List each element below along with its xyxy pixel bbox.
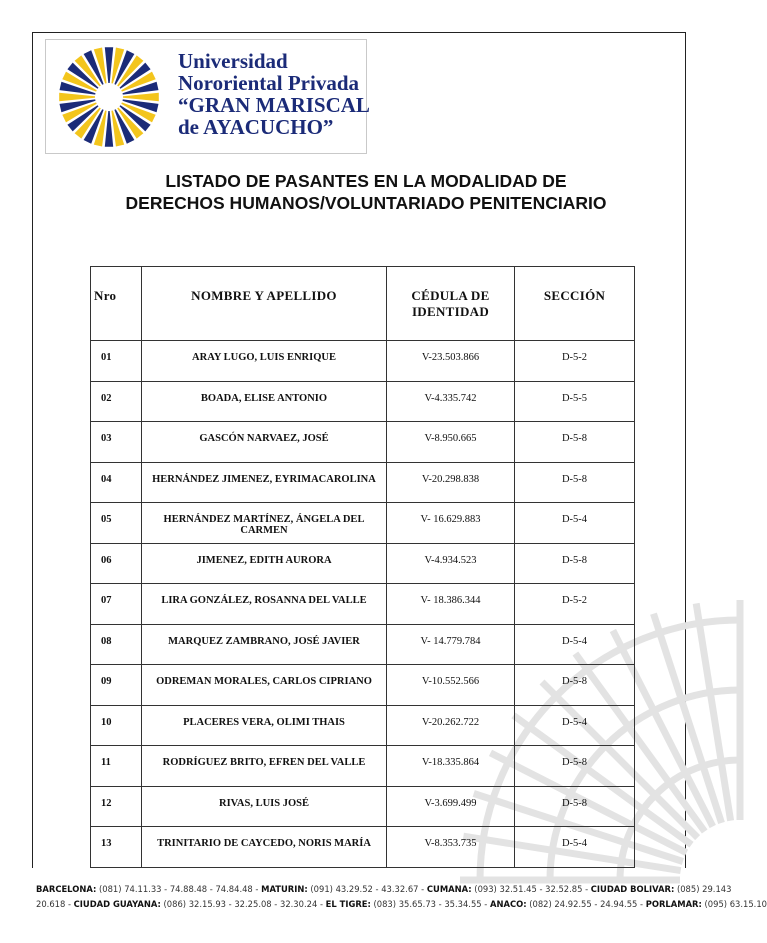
cell-id: V-3.699.499	[387, 786, 515, 827]
cell-nro: 09	[91, 665, 142, 706]
cell-nro: 05	[91, 503, 142, 544]
footer-city: BARCELONA:	[36, 884, 97, 894]
table-header-row	[91, 267, 635, 341]
cell-name: ARAY LUGO, LUIS ENRIQUE	[142, 341, 387, 382]
cell-name: MARQUEZ ZAMBRANO, JOSÉ JAVIER	[142, 624, 387, 665]
cell-section: D-5-8	[515, 543, 635, 584]
cell-id: V-8.950.665	[387, 422, 515, 463]
table-row	[91, 381, 635, 422]
cell-section: D-5-8	[515, 746, 635, 787]
table-row	[91, 503, 635, 544]
university-name-line: Nororiental Privada	[178, 71, 360, 95]
document-title	[80, 170, 652, 214]
cell-id: V-20.298.838	[387, 462, 515, 503]
cell-section: D-5-4	[515, 705, 635, 746]
cell-name: PLACERES VERA, OLIMI THAIS	[142, 705, 387, 746]
title-line-2: DERECHOS HUMANOS/VOLUNTARIADO PENITENCIARIO	[125, 193, 607, 213]
footer-city: EL TIGRE:	[325, 899, 371, 909]
cell-id: V-23.503.866	[387, 341, 515, 382]
cell-nro: 08	[91, 624, 142, 665]
cell-id: V-4.335.742	[387, 381, 515, 422]
table-row	[91, 786, 635, 827]
sun-emblem-icon	[50, 43, 168, 151]
cell-nro: 04	[91, 462, 142, 503]
cell-id: V- 16.629.883	[387, 503, 515, 544]
cell-section: D-5-8	[515, 665, 635, 706]
cell-name: LIRA GONZÁLEZ, ROSANNA DEL VALLE	[142, 584, 387, 625]
cell-section: D-5-4	[515, 624, 635, 665]
cell-id: V-10.552.566	[387, 665, 515, 706]
university-name	[178, 50, 370, 138]
footer-city: CIUDAD BOLIVAR:	[590, 884, 675, 894]
footer-phones: (093) 32.51.45 - 32.52.85 -	[471, 884, 591, 894]
cell-name: BOADA, ELISE ANTONIO	[142, 381, 387, 422]
cell-section: D-5-5	[515, 381, 635, 422]
cell-id: V- 18.386.344	[387, 584, 515, 625]
table-row	[91, 665, 635, 706]
footer-phones: (095) 63.15.10	[701, 899, 767, 909]
table-row	[91, 746, 635, 787]
cell-nro: 11	[91, 746, 142, 787]
cell-section: D-5-2	[515, 341, 635, 382]
cell-nro: 12	[91, 786, 142, 827]
column-header-section: SECCIÓN	[515, 267, 635, 341]
column-header-nro: Nro	[91, 267, 142, 341]
footer-city: PORLAMAR:	[645, 899, 702, 909]
table-row	[91, 543, 635, 584]
title-line-1: LISTADO DE PASANTES EN LA MODALIDAD DE	[165, 171, 567, 191]
cell-section: D-5-8	[515, 422, 635, 463]
cell-id: V- 14.779.784	[387, 624, 515, 665]
cell-name: HERNÁNDEZ MARTÍNEZ, ÁNGELA DEL CARMEN	[142, 503, 387, 544]
cell-section: D-5-4	[515, 827, 635, 868]
footer-city: CIUDAD GUAYANA:	[73, 899, 161, 909]
cell-id: V-20.262.722	[387, 705, 515, 746]
contact-footer	[36, 882, 767, 912]
cell-nro: 06	[91, 543, 142, 584]
footer-city: CUMANA:	[426, 884, 472, 894]
footer-phones: (081) 74.11.33 - 74.88.48 - 74.84.48 -	[96, 884, 262, 894]
footer-line-2	[36, 897, 767, 912]
interns-table	[90, 266, 635, 868]
column-header-name: NOMBRE Y APELLIDO	[142, 267, 387, 341]
cell-name: TRINITARIO DE CAYCEDO, NORIS MARÍA	[142, 827, 387, 868]
table-row	[91, 341, 635, 382]
cell-nro: 13	[91, 827, 142, 868]
cell-id: V-18.335.864	[387, 746, 515, 787]
footer-phones: (085) 29.143	[674, 884, 732, 894]
table-row	[91, 462, 635, 503]
footer-line-1	[36, 882, 732, 897]
footer-phones: (083) 35.65.73 - 35.34.55 -	[370, 899, 490, 909]
cell-section: D-5-8	[515, 462, 635, 503]
cell-name: ODREMAN MORALES, CARLOS CIPRIANO	[142, 665, 387, 706]
cell-name: HERNÁNDEZ JIMENEZ, EYRIMACAROLINA	[142, 462, 387, 503]
university-name-line: Universidad	[178, 49, 288, 73]
cell-name: JIMENEZ, EDITH AURORA	[142, 543, 387, 584]
footer-phones: (091) 43.29.52 - 43.32.67 -	[307, 884, 427, 894]
cell-name: RIVAS, LUIS JOSÉ	[142, 786, 387, 827]
footer-phones: (082) 24.92.55 - 24.94.55 -	[526, 899, 646, 909]
cell-id: V-4.934.523	[387, 543, 515, 584]
table-row	[91, 705, 635, 746]
table-row	[91, 584, 635, 625]
footer-city: MATURIN:	[261, 884, 308, 894]
table-row	[91, 827, 635, 868]
cell-name: GASCÓN NARVAEZ, JOSÉ	[142, 422, 387, 463]
cell-section: D-5-2	[515, 584, 635, 625]
cell-id: V-8.353.735	[387, 827, 515, 868]
cell-nro: 02	[91, 381, 142, 422]
university-name-line: de AYACUCHO”	[178, 115, 334, 139]
table-row	[91, 422, 635, 463]
cell-nro: 03	[91, 422, 142, 463]
column-header-id: CÉDULA DE IDENTIDAD	[387, 267, 515, 341]
cell-nro: 01	[91, 341, 142, 382]
cell-name: RODRÍGUEZ BRITO, EFREN DEL VALLE	[142, 746, 387, 787]
cell-section: D-5-8	[515, 786, 635, 827]
footer-phones: (086) 32.15.93 - 32.25.08 - 32.30.24 -	[160, 899, 326, 909]
table-row	[91, 624, 635, 665]
cell-section: D-5-4	[515, 503, 635, 544]
cell-nro: 10	[91, 705, 142, 746]
footer-city: ANACO:	[489, 899, 527, 909]
university-name-line: “GRAN MARISCAL	[178, 93, 370, 117]
university-logo	[45, 39, 370, 154]
footer-phones: 20.618 -	[36, 899, 74, 909]
cell-nro: 07	[91, 584, 142, 625]
